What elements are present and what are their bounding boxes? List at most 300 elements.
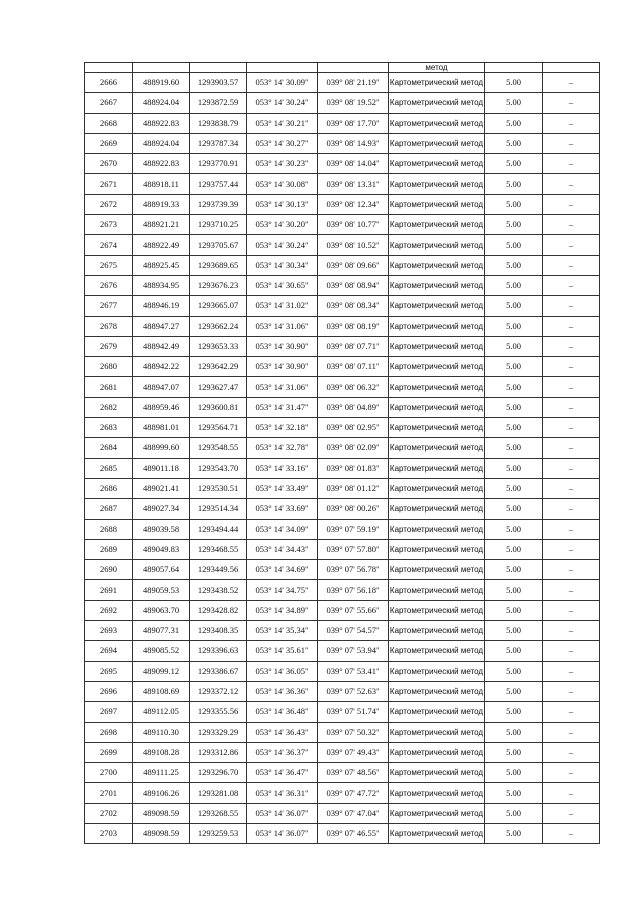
cell-accuracy: 5.00 — [485, 600, 543, 620]
cell-latitude: 053° 14' 30.09" — [247, 73, 318, 93]
cell-dash: – — [543, 499, 600, 519]
cell-latitude: 053° 14' 30.23" — [247, 154, 318, 174]
cell-longitude: 039° 08' 02.09" — [318, 438, 389, 458]
cell-accuracy: 5.00 — [485, 681, 543, 701]
cell-dash: – — [543, 783, 600, 803]
cell-point-number: 2684 — [85, 438, 133, 458]
cell-x: 489049.83 — [133, 539, 190, 559]
cell-empty — [247, 63, 318, 73]
cell-accuracy: 5.00 — [485, 478, 543, 498]
cell-dash: – — [543, 661, 600, 681]
cell-x: 489099.12 — [133, 661, 190, 681]
cell-dash: – — [543, 154, 600, 174]
cell-y: 1293259.53 — [190, 823, 247, 843]
cell-dash: – — [543, 641, 600, 661]
cell-dash: – — [543, 722, 600, 742]
table-row — [85, 702, 600, 722]
cell-method: Картометрический метод — [389, 763, 485, 783]
cell-dash: – — [543, 458, 600, 478]
table-row — [85, 560, 600, 580]
cell-latitude: 053° 14' 30.21" — [247, 113, 318, 133]
cell-dash: – — [543, 803, 600, 823]
cell-longitude: 039° 08' 00.26" — [318, 499, 389, 519]
cell-point-number: 2692 — [85, 600, 133, 620]
cell-latitude: 053° 14' 36.36" — [247, 681, 318, 701]
cell-point-number: 2693 — [85, 621, 133, 641]
cell-latitude: 053° 14' 36.48" — [247, 702, 318, 722]
cell-latitude: 053° 14' 36.43" — [247, 722, 318, 742]
cell-latitude: 053° 14' 31.47" — [247, 397, 318, 417]
cell-y: 1293438.52 — [190, 580, 247, 600]
cell-x: 489098.59 — [133, 803, 190, 823]
cell-x: 488947.07 — [133, 377, 190, 397]
cell-point-number: 2686 — [85, 478, 133, 498]
cell-method: Картометрический метод — [389, 539, 485, 559]
cell-longitude: 039° 07' 54.57" — [318, 621, 389, 641]
cell-x: 489110.30 — [133, 722, 190, 742]
cell-longitude: 039° 08' 13.31" — [318, 174, 389, 194]
cell-method: Картометрический метод — [389, 296, 485, 316]
cell-latitude: 053° 14' 30.08" — [247, 174, 318, 194]
cell-point-number: 2688 — [85, 519, 133, 539]
cell-y: 1293468.55 — [190, 539, 247, 559]
cell-dash: – — [543, 539, 600, 559]
table-row — [85, 641, 600, 661]
cell-x: 488918.11 — [133, 174, 190, 194]
cell-accuracy: 5.00 — [485, 438, 543, 458]
cell-point-number: 2672 — [85, 194, 133, 214]
cell-accuracy: 5.00 — [485, 702, 543, 722]
cell-dash: – — [543, 215, 600, 235]
cell-x: 489039.58 — [133, 519, 190, 539]
cell-empty — [485, 63, 543, 73]
cell-latitude: 053° 14' 30.65" — [247, 275, 318, 295]
cell-point-number: 2667 — [85, 93, 133, 113]
table-row — [85, 336, 600, 356]
cell-latitude: 053° 14' 33.16" — [247, 458, 318, 478]
cell-method: Картометрический метод — [389, 621, 485, 641]
cell-latitude: 053° 14' 30.90" — [247, 336, 318, 356]
cell-accuracy: 5.00 — [485, 336, 543, 356]
cell-accuracy: 5.00 — [485, 661, 543, 681]
cell-latitude: 053° 14' 31.02" — [247, 296, 318, 316]
cell-point-number: 2674 — [85, 235, 133, 255]
table-row — [85, 397, 600, 417]
cell-latitude: 053° 14' 30.27" — [247, 133, 318, 153]
cell-y: 1293396.63 — [190, 641, 247, 661]
cell-y: 1293548.55 — [190, 438, 247, 458]
cell-accuracy: 5.00 — [485, 519, 543, 539]
cell-longitude: 039° 07' 46.55" — [318, 823, 389, 843]
cell-accuracy: 5.00 — [485, 154, 543, 174]
cell-longitude: 039° 07' 49.43" — [318, 742, 389, 762]
cell-x: 488981.01 — [133, 418, 190, 438]
cell-method: Картометрический метод — [389, 275, 485, 295]
cell-dash: – — [543, 377, 600, 397]
cell-method: Картометрический метод — [389, 580, 485, 600]
cell-empty — [85, 63, 133, 73]
cell-x: 489106.26 — [133, 783, 190, 803]
cell-point-number: 2703 — [85, 823, 133, 843]
cell-dash: – — [543, 519, 600, 539]
cell-y: 1293665.07 — [190, 296, 247, 316]
cell-x: 489108.28 — [133, 742, 190, 762]
cell-dash: – — [543, 194, 600, 214]
cell-longitude: 039° 08' 01.83" — [318, 458, 389, 478]
cell-y: 1293514.34 — [190, 499, 247, 519]
cell-longitude: 039° 07' 56.18" — [318, 580, 389, 600]
table-row — [85, 600, 600, 620]
cell-point-number: 2669 — [85, 133, 133, 153]
cell-x: 488922.83 — [133, 154, 190, 174]
cell-longitude: 039° 08' 08.34" — [318, 296, 389, 316]
cell-latitude: 053° 14' 30.24" — [247, 93, 318, 113]
cell-y: 1293787.34 — [190, 133, 247, 153]
cell-method: Картометрический метод — [389, 133, 485, 153]
table-row — [85, 722, 600, 742]
cell-latitude: 053° 14' 36.37" — [247, 742, 318, 762]
cell-longitude: 039° 07' 53.41" — [318, 661, 389, 681]
cell-y: 1293903.57 — [190, 73, 247, 93]
cell-point-number: 2687 — [85, 499, 133, 519]
table-row-continuation — [85, 63, 600, 73]
cell-accuracy: 5.00 — [485, 93, 543, 113]
cell-x: 488924.04 — [133, 133, 190, 153]
cell-x: 489057.64 — [133, 560, 190, 580]
cell-point-number: 2696 — [85, 681, 133, 701]
cell-latitude: 053° 14' 30.20" — [247, 215, 318, 235]
table-row — [85, 275, 600, 295]
cell-longitude: 039° 08' 06.32" — [318, 377, 389, 397]
table-row — [85, 174, 600, 194]
cell-method: метод — [389, 63, 485, 73]
cell-x: 488925.45 — [133, 255, 190, 275]
table-row — [85, 783, 600, 803]
cell-x: 489011.18 — [133, 458, 190, 478]
cell-latitude: 053° 14' 36.07" — [247, 803, 318, 823]
cell-longitude: 039° 08' 08.94" — [318, 275, 389, 295]
table-row — [85, 296, 600, 316]
table-row — [85, 823, 600, 843]
table-row — [85, 194, 600, 214]
cell-latitude: 053° 14' 31.06" — [247, 316, 318, 336]
table-row — [85, 235, 600, 255]
cell-point-number: 2685 — [85, 458, 133, 478]
cell-method: Картометрический метод — [389, 377, 485, 397]
cell-x: 488942.22 — [133, 357, 190, 377]
table-row — [85, 73, 600, 93]
cell-latitude: 053° 14' 34.43" — [247, 539, 318, 559]
cell-dash: – — [543, 823, 600, 843]
cell-y: 1293281.08 — [190, 783, 247, 803]
cell-y: 1293355.56 — [190, 702, 247, 722]
cell-point-number: 2701 — [85, 783, 133, 803]
cell-x: 489059.53 — [133, 580, 190, 600]
cell-latitude: 053° 14' 30.13" — [247, 194, 318, 214]
cell-point-number: 2677 — [85, 296, 133, 316]
cell-longitude: 039° 08' 10.77" — [318, 215, 389, 235]
cell-x: 488922.83 — [133, 113, 190, 133]
cell-method: Картометрический метод — [389, 93, 485, 113]
cell-accuracy: 5.00 — [485, 499, 543, 519]
cell-y: 1293268.55 — [190, 803, 247, 823]
cell-method: Картометрический метод — [389, 418, 485, 438]
cell-point-number: 2689 — [85, 539, 133, 559]
cell-point-number: 2690 — [85, 560, 133, 580]
cell-method: Картометрический метод — [389, 560, 485, 580]
cell-y: 1293739.39 — [190, 194, 247, 214]
cell-method: Картометрический метод — [389, 255, 485, 275]
cell-method: Картометрический метод — [389, 661, 485, 681]
cell-dash: – — [543, 174, 600, 194]
cell-dash: – — [543, 438, 600, 458]
cell-point-number: 2681 — [85, 377, 133, 397]
cell-point-number: 2671 — [85, 174, 133, 194]
cell-accuracy: 5.00 — [485, 194, 543, 214]
cell-empty — [543, 63, 600, 73]
cell-point-number: 2699 — [85, 742, 133, 762]
cell-accuracy: 5.00 — [485, 621, 543, 641]
cell-method: Картометрический метод — [389, 397, 485, 417]
cell-method: Картометрический метод — [389, 215, 485, 235]
cell-method: Картометрический метод — [389, 702, 485, 722]
cell-x: 488919.33 — [133, 194, 190, 214]
cell-latitude: 053° 14' 36.47" — [247, 763, 318, 783]
cell-x: 488959.46 — [133, 397, 190, 417]
cell-method: Картометрический метод — [389, 478, 485, 498]
cell-dash: – — [543, 316, 600, 336]
table-row — [85, 499, 600, 519]
cell-y: 1293530.51 — [190, 478, 247, 498]
cell-x: 488947.27 — [133, 316, 190, 336]
cell-accuracy: 5.00 — [485, 580, 543, 600]
cell-accuracy: 5.00 — [485, 783, 543, 803]
cell-accuracy: 5.00 — [485, 560, 543, 580]
cell-y: 1293689.65 — [190, 255, 247, 275]
cell-y: 1293386.67 — [190, 661, 247, 681]
cell-x: 489108.69 — [133, 681, 190, 701]
cell-point-number: 2668 — [85, 113, 133, 133]
cell-method: Картометрический метод — [389, 783, 485, 803]
cell-longitude: 039° 08' 09.66" — [318, 255, 389, 275]
cell-dash: – — [543, 560, 600, 580]
cell-y: 1293428.82 — [190, 600, 247, 620]
cell-longitude: 039° 08' 07.71" — [318, 336, 389, 356]
cell-y: 1293627.47 — [190, 377, 247, 397]
table-row — [85, 133, 600, 153]
cell-accuracy: 5.00 — [485, 539, 543, 559]
cell-accuracy: 5.00 — [485, 174, 543, 194]
cell-empty — [318, 63, 389, 73]
table-row — [85, 763, 600, 783]
cell-longitude: 039° 07' 50.32" — [318, 722, 389, 742]
cell-method: Картометрический метод — [389, 73, 485, 93]
cell-dash: – — [543, 93, 600, 113]
cell-dash: – — [543, 296, 600, 316]
cell-latitude: 053° 14' 32.18" — [247, 418, 318, 438]
coordinates-table — [84, 62, 600, 844]
cell-dash: – — [543, 397, 600, 417]
cell-point-number: 2695 — [85, 661, 133, 681]
cell-y: 1293296.70 — [190, 763, 247, 783]
cell-y: 1293372.12 — [190, 681, 247, 701]
cell-longitude: 039° 08' 12.34" — [318, 194, 389, 214]
cell-dash: – — [543, 418, 600, 438]
cell-accuracy: 5.00 — [485, 357, 543, 377]
cell-method: Картометрический метод — [389, 641, 485, 661]
cell-accuracy: 5.00 — [485, 235, 543, 255]
cell-accuracy: 5.00 — [485, 742, 543, 762]
cell-accuracy: 5.00 — [485, 296, 543, 316]
cell-accuracy: 5.00 — [485, 763, 543, 783]
cell-longitude: 039° 07' 55.66" — [318, 600, 389, 620]
cell-latitude: 053° 14' 36.31" — [247, 783, 318, 803]
cell-longitude: 039° 08' 07.11" — [318, 357, 389, 377]
table-row — [85, 742, 600, 762]
cell-y: 1293770.91 — [190, 154, 247, 174]
cell-longitude: 039° 07' 56.78" — [318, 560, 389, 580]
table-row — [85, 357, 600, 377]
cell-y: 1293449.56 — [190, 560, 247, 580]
cell-latitude: 053° 14' 34.75" — [247, 580, 318, 600]
cell-y: 1293710.25 — [190, 215, 247, 235]
cell-dash: – — [543, 600, 600, 620]
table-row — [85, 539, 600, 559]
cell-y: 1293838.79 — [190, 113, 247, 133]
table-row — [85, 478, 600, 498]
cell-y: 1293676.23 — [190, 275, 247, 295]
cell-dash: – — [543, 235, 600, 255]
cell-latitude: 053° 14' 35.34" — [247, 621, 318, 641]
cell-y: 1293872.59 — [190, 93, 247, 113]
cell-method: Картометрический метод — [389, 458, 485, 478]
cell-longitude: 039° 08' 04.89" — [318, 397, 389, 417]
cell-accuracy: 5.00 — [485, 275, 543, 295]
cell-y: 1293329.29 — [190, 722, 247, 742]
cell-method: Картометрический метод — [389, 681, 485, 701]
cell-method: Картометрический метод — [389, 600, 485, 620]
cell-point-number: 2675 — [85, 255, 133, 275]
cell-latitude: 053° 14' 36.05" — [247, 661, 318, 681]
cell-latitude: 053° 14' 36.07" — [247, 823, 318, 843]
cell-accuracy: 5.00 — [485, 215, 543, 235]
table-row — [85, 113, 600, 133]
table-row — [85, 255, 600, 275]
cell-x: 488921.21 — [133, 215, 190, 235]
cell-dash: – — [543, 336, 600, 356]
cell-method: Картометрический метод — [389, 499, 485, 519]
cell-empty — [133, 63, 190, 73]
cell-x: 489111.25 — [133, 763, 190, 783]
table-row — [85, 458, 600, 478]
table-row — [85, 316, 600, 336]
cell-latitude: 053° 14' 30.34" — [247, 255, 318, 275]
cell-longitude: 039° 08' 21.19" — [318, 73, 389, 93]
cell-method: Картометрический метод — [389, 316, 485, 336]
table-row — [85, 580, 600, 600]
cell-dash: – — [543, 133, 600, 153]
cell-x: 489027.34 — [133, 499, 190, 519]
cell-latitude: 053° 14' 33.69" — [247, 499, 318, 519]
cell-latitude: 053° 14' 33.49" — [247, 478, 318, 498]
cell-accuracy: 5.00 — [485, 377, 543, 397]
cell-point-number: 2666 — [85, 73, 133, 93]
cell-point-number: 2702 — [85, 803, 133, 823]
cell-longitude: 039° 07' 53.94" — [318, 641, 389, 661]
cell-latitude: 053° 14' 34.09" — [247, 519, 318, 539]
cell-longitude: 039° 08' 14.04" — [318, 154, 389, 174]
cell-point-number: 2698 — [85, 722, 133, 742]
cell-longitude: 039° 07' 59.19" — [318, 519, 389, 539]
cell-longitude: 039° 07' 47.04" — [318, 803, 389, 823]
cell-method: Картометрический метод — [389, 336, 485, 356]
cell-accuracy: 5.00 — [485, 418, 543, 438]
cell-longitude: 039° 07' 57.80" — [318, 539, 389, 559]
cell-dash: – — [543, 580, 600, 600]
cell-x: 488922.49 — [133, 235, 190, 255]
cell-longitude: 039° 08' 02.95" — [318, 418, 389, 438]
cell-point-number: 2683 — [85, 418, 133, 438]
table-row — [85, 681, 600, 701]
cell-x: 488919.60 — [133, 73, 190, 93]
cell-method: Картометрический метод — [389, 438, 485, 458]
cell-point-number: 2680 — [85, 357, 133, 377]
cell-accuracy: 5.00 — [485, 458, 543, 478]
table-row — [85, 803, 600, 823]
cell-accuracy: 5.00 — [485, 316, 543, 336]
cell-y: 1293757.44 — [190, 174, 247, 194]
cell-dash: – — [543, 742, 600, 762]
cell-x: 488924.04 — [133, 93, 190, 113]
cell-x: 488942.49 — [133, 336, 190, 356]
cell-accuracy: 5.00 — [485, 823, 543, 843]
cell-latitude: 053° 14' 30.90" — [247, 357, 318, 377]
table-row — [85, 661, 600, 681]
cell-latitude: 053° 14' 32.78" — [247, 438, 318, 458]
cell-latitude: 053° 14' 31.06" — [247, 377, 318, 397]
cell-x: 488999.60 — [133, 438, 190, 458]
table-row — [85, 154, 600, 174]
cell-x: 489021.41 — [133, 478, 190, 498]
cell-y: 1293494.44 — [190, 519, 247, 539]
cell-y: 1293312.86 — [190, 742, 247, 762]
cell-x: 488946.19 — [133, 296, 190, 316]
cell-longitude: 039° 07' 48.56" — [318, 763, 389, 783]
cell-x: 489085.52 — [133, 641, 190, 661]
cell-longitude: 039° 07' 51.74" — [318, 702, 389, 722]
table-row — [85, 93, 600, 113]
cell-accuracy: 5.00 — [485, 73, 543, 93]
cell-dash: – — [543, 275, 600, 295]
cell-dash: – — [543, 478, 600, 498]
cell-dash: – — [543, 681, 600, 701]
cell-method: Картометрический метод — [389, 235, 485, 255]
cell-point-number: 2697 — [85, 702, 133, 722]
cell-y: 1293705.67 — [190, 235, 247, 255]
cell-x: 489112.05 — [133, 702, 190, 722]
cell-longitude: 039° 08' 14.93" — [318, 133, 389, 153]
table-row — [85, 377, 600, 397]
cell-accuracy: 5.00 — [485, 722, 543, 742]
cell-accuracy: 5.00 — [485, 133, 543, 153]
cell-dash: – — [543, 113, 600, 133]
cell-dash: – — [543, 357, 600, 377]
table-row — [85, 519, 600, 539]
cell-point-number: 2670 — [85, 154, 133, 174]
cell-y: 1293600.81 — [190, 397, 247, 417]
cell-y: 1293408.35 — [190, 621, 247, 641]
cell-y: 1293642.29 — [190, 357, 247, 377]
